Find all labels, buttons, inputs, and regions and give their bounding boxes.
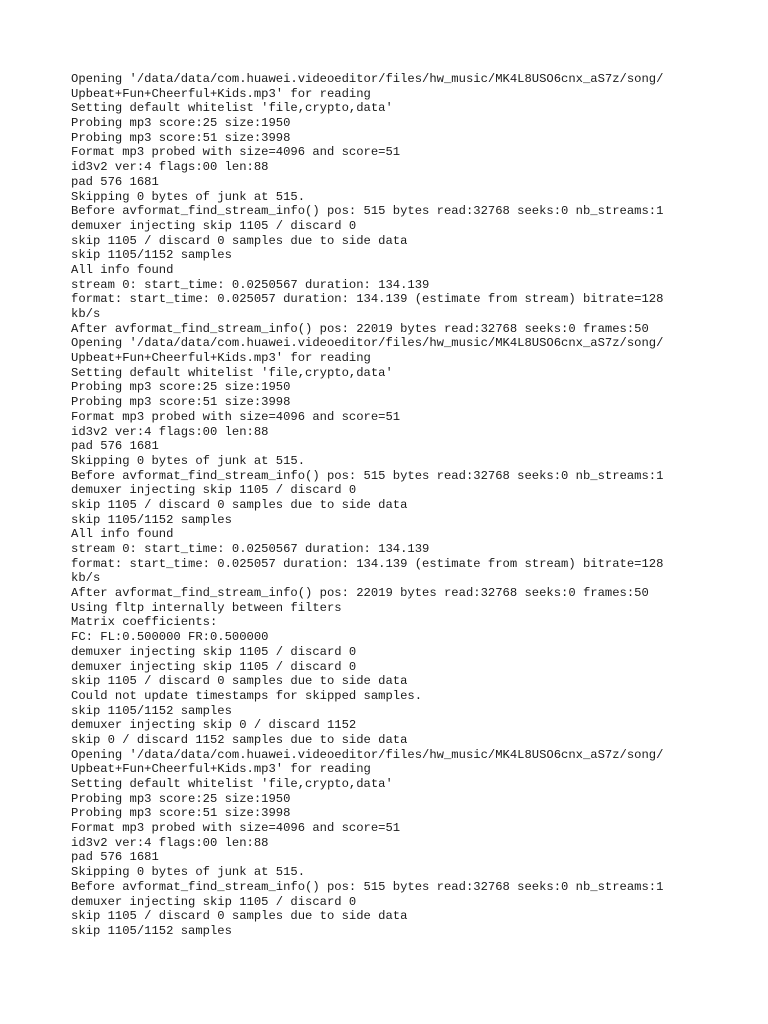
- log-line: demuxer injecting skip 0 / discard 1152: [71, 718, 357, 733]
- log-line: demuxer injecting skip 1105 / discard 0: [71, 644, 357, 659]
- log-line: Matrix coefficients:: [71, 615, 218, 630]
- log-line: Probing mp3 score:51 size:3998: [71, 130, 291, 145]
- log-line: All info found: [71, 527, 174, 542]
- log-line: Upbeat+Fun+Cheerful+Kids.mp3' for reading: [71, 86, 371, 101]
- log-line: demuxer injecting skip 1105 / discard 0: [71, 218, 357, 233]
- log-line: Probing mp3 score:25 size:1950: [71, 380, 291, 395]
- log-line: FC: FL:0.500000 FR:0.500000: [71, 630, 269, 645]
- log-line: kb/s: [71, 307, 101, 321]
- log-line: skip 1105/1152 samples: [71, 703, 232, 718]
- log-line: Setting default whitelist 'file,crypto,data': [71, 365, 393, 380]
- log-line: skip 1105/1152 samples: [71, 248, 232, 263]
- log-line: Probing mp3 score:25 size:1950: [71, 116, 291, 131]
- log-line: demuxer injecting skip 1105 / discard 0: [71, 894, 357, 909]
- log-line: Format mp3 probed with size=4096 and score=51: [71, 409, 401, 424]
- log-line: skip 1105 / discard 0 samples due to side data: [71, 233, 408, 248]
- log-line: Using fltp internally between filters: [71, 600, 342, 615]
- log-line: Before avformat_find_stream_info() pos: 515 bytes read:32768 seeks:0 nb_streams:1: [71, 204, 664, 219]
- log-line: stream 0: start_time: 0.0250567 duration: 134.139: [71, 542, 430, 556]
- log-line: Setting default whitelist 'file,crypto,data': [71, 777, 393, 791]
- log-line: skip 1105 / discard 0 samples due to side data: [71, 674, 408, 689]
- log-text: [71, 72, 711, 939]
- log-line: Format mp3 probed with size=4096 and score=51: [71, 145, 401, 160]
- log-line: Skipping 0 bytes of junk at 515.: [71, 453, 306, 468]
- log-line: Skipping 0 bytes of junk at 515.: [71, 189, 306, 204]
- log-line: id3v2 ver:4 flags:00 len:88: [71, 424, 269, 439]
- log-line: format: start_time: 0.025057 duration: 134.139 (estimate from stream) bitrate=128: [71, 556, 664, 571]
- log-line: skip 1105/1152 samples: [71, 512, 232, 527]
- log-line: After avformat_find_stream_info() pos: 22019 bytes read:32768 seeks:0 frames:50: [71, 586, 649, 601]
- log-line: pad 576 1681: [71, 174, 159, 189]
- log-line: Before avformat_find_stream_info() pos: 515 bytes read:32768 seeks:0 nb_streams:1: [71, 879, 664, 894]
- log-line: id3v2 ver:4 flags:00 len:88: [71, 160, 269, 175]
- log-line: skip 1105 / discard 0 samples due to side data: [71, 909, 408, 924]
- log-line: pad 576 1681: [71, 850, 159, 865]
- log-line: All info found: [71, 262, 174, 277]
- log-line: demuxer injecting skip 1105 / discard 0: [71, 483, 357, 498]
- log-line: format: start_time: 0.025057 duration: 134.139 (estimate from stream) bitrate=128: [71, 292, 664, 307]
- log-line: stream 0: start_time: 0.0250567 duration: 134.139: [71, 277, 430, 292]
- log-line: Upbeat+Fun+Cheerful+Kids.mp3' for reading: [71, 762, 371, 777]
- log-line: Opening '/data/data/com.huawei.videoeditor/files/hw_music/MK4L8USO6cnx_aS7z/song/: [71, 336, 664, 351]
- log-line: Could not update timestamps for skipped samples.: [71, 688, 423, 703]
- log-line: id3v2 ver:4 flags:00 len:88: [71, 835, 269, 850]
- log-line: Before avformat_find_stream_info() pos: 515 bytes read:32768 seeks:0 nb_streams:1: [71, 468, 664, 483]
- log-line: Probing mp3 score:51 size:3998: [71, 806, 291, 821]
- log-line: Skipping 0 bytes of junk at 515.: [71, 865, 306, 880]
- log-line: demuxer injecting skip 1105 / discard 0: [71, 659, 357, 674]
- log-line: After avformat_find_stream_info() pos: 22019 bytes read:32768 seeks:0 frames:50: [71, 321, 649, 336]
- log-line: Upbeat+Fun+Cheerful+Kids.mp3' for reading: [71, 351, 371, 366]
- log-line: pad 576 1681: [71, 439, 159, 454]
- log-line: Format mp3 probed with size=4096 and score=51: [71, 821, 401, 836]
- log-line: skip 1105/1152 samples: [71, 923, 232, 938]
- log-line: kb/s: [71, 571, 101, 586]
- log-line: Opening '/data/data/com.huawei.videoeditor/files/hw_music/MK4L8USO6cnx_aS7z/song/: [71, 747, 664, 762]
- log-line: Probing mp3 score:51 size:3998: [71, 395, 291, 410]
- log-line: Opening '/data/data/com.huawei.videoeditor/files/hw_music/MK4L8USO6cnx_aS7z/song/: [71, 72, 664, 86]
- log-line: Setting default whitelist 'file,crypto,data': [71, 101, 393, 116]
- log-line: skip 1105 / discard 0 samples due to side data: [71, 497, 408, 512]
- log-line: skip 0 / discard 1152 samples due to side data: [71, 732, 408, 747]
- log-line: Probing mp3 score:25 size:1950: [71, 791, 291, 806]
